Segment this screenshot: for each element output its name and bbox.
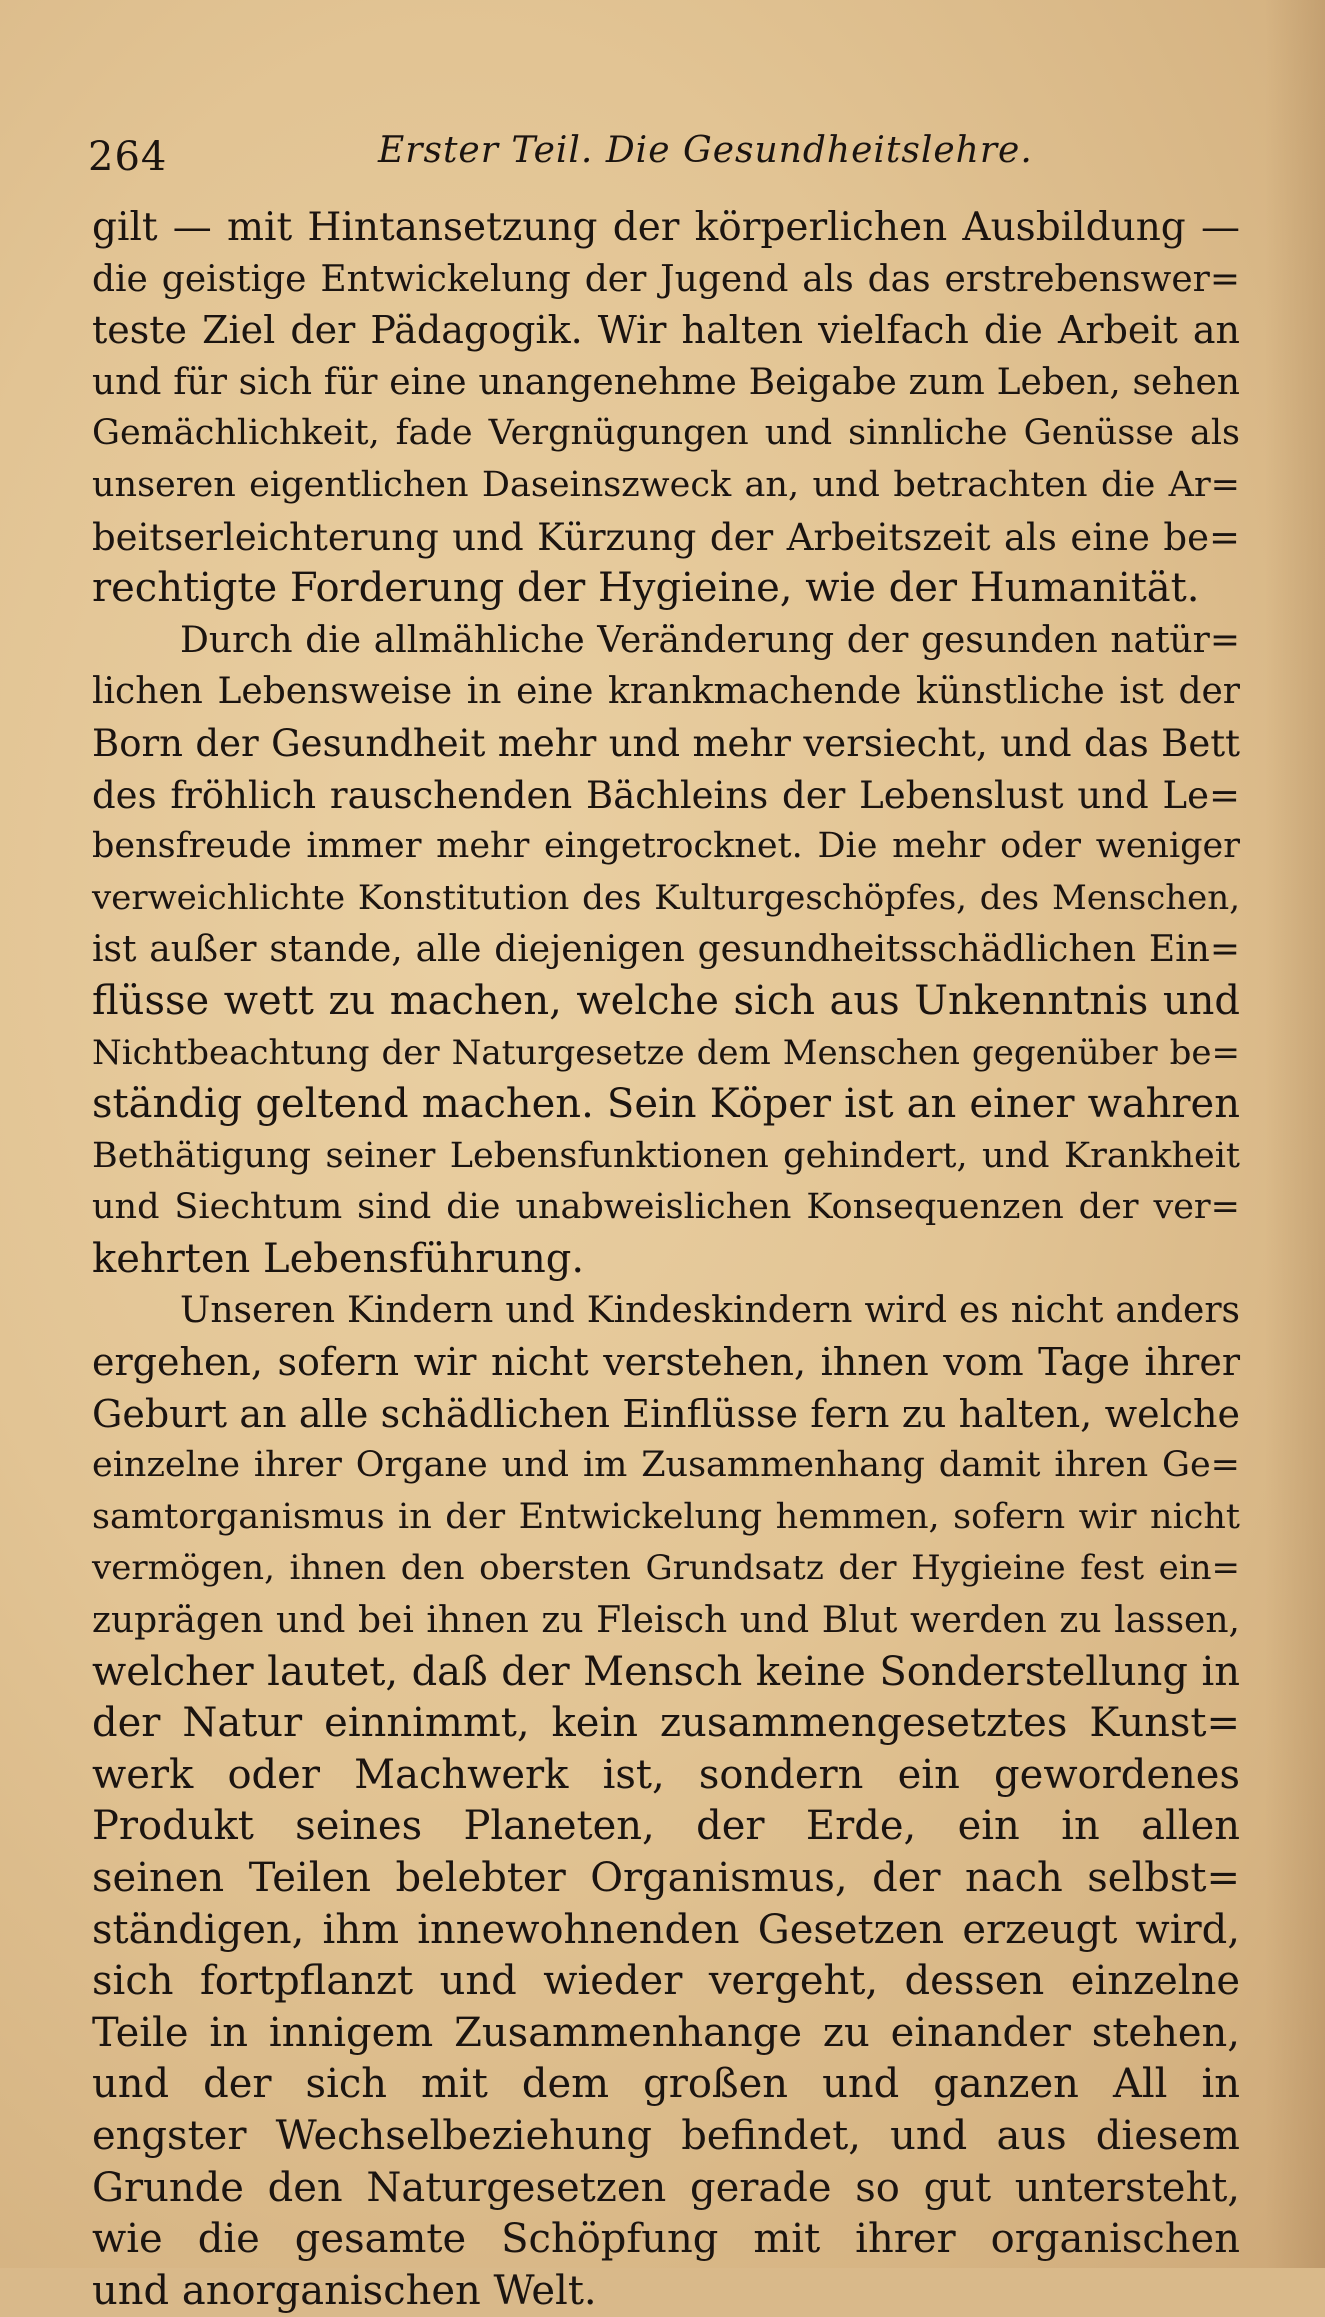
text-line: Grunde den Naturgesetzen gerade so gut untersteht, (92, 2164, 1240, 2211)
text-line: die geistige Entwickelung der Jugend als das erstrebenswer= (92, 258, 1240, 300)
running-head: Erster Teil. Die Gesundheitslehre. (378, 130, 1033, 171)
text-line: vermögen, ihnen den obersten Grundsatz der Hygieine fest ein= (92, 1548, 1240, 1589)
text-line: und für sich für eine unangenehme Beigabe zum Leben, sehen (92, 361, 1240, 403)
text-line: zuprägen und bei ihnen zu Fleisch und Blut werden zu lassen, (92, 1600, 1240, 1642)
text-line: Produkt seines Planeten, der Erde, ein in allen (92, 1803, 1240, 1850)
text-line: und der sich mit dem großen und ganzen All in (92, 2061, 1240, 2108)
text-line: samtorganismus in der Entwickelung hemmen, sofern wir nicht (92, 1496, 1240, 1537)
text-line: flüsse wett zu machen, welche sich aus Unkenntnis und (92, 977, 1240, 1024)
text-line: kehrten Lebensführung. (92, 1235, 585, 1282)
text-line: engster Wechselbeziehung befindet, und aus diesem (92, 2112, 1240, 2159)
text-line: verweichlichte Konstitution des Kulturgeschöpfes, des Menschen, (92, 877, 1240, 918)
text-line: teste Ziel der Pädagogik. Wir halten vielfach die Arbeit an (92, 308, 1240, 353)
text-line: werk oder Machwerk ist, sondern ein gewordenes (92, 1751, 1240, 1798)
text-line: ständigen, ihm innewohnenden Gesetzen erzeugt wird, (92, 1906, 1240, 1953)
text-line: Teile in innigem Zusammenhange zu einander stehen, (92, 2009, 1240, 2056)
text-line: und Siechtum sind die unabweislichen Konsequenzen der ver= (92, 1187, 1240, 1228)
text-line: ergehen, sofern wir nicht verstehen, ihnen vom Tage ihrer (92, 1340, 1240, 1385)
text-line: ist außer stande, alle diejenigen gesundheitsschädlichen Ein= (92, 929, 1240, 971)
text-line: Gemächlichkeit, fade Vergnügungen und sinnliche Genüsse als (92, 413, 1240, 454)
text-line: Nichtbeachtung der Naturgesetze dem Menschen gegenüber be= (92, 1032, 1240, 1073)
text-line: ständig geltend machen. Sein Köper ist an einer wahren (92, 1081, 1240, 1128)
text-line: Durch die allmähliche Veränderung der gesunden natür= (180, 619, 1240, 661)
page-number: 264 (88, 134, 168, 180)
text-line: Bethätigung seiner Lebensfunktionen gehindert, und Krankheit (92, 1135, 1240, 1176)
page-edge-shadow (1265, 0, 1325, 2268)
text-line: Geburt an alle schädlichen Einflüsse fern zu halten, welche (92, 1391, 1240, 1436)
text-line: beitserleichterung und Kürzung der Arbeitszeit als eine be= (92, 515, 1240, 559)
text-line: des fröhlich rauschenden Bächleins der Lebenslust und Le= (92, 773, 1240, 817)
body-text (92, 202, 1240, 2317)
text-line: unseren eigentlichen Daseinszweck an, und betrachten die Ar= (92, 464, 1240, 505)
text-line: Born der Gesundheit mehr und mehr versiecht, und das Bett (92, 721, 1240, 765)
text-line: Unseren Kindern und Kindeskindern wird es nicht anders (180, 1290, 1240, 1332)
text-line: lichen Lebensweise in eine krankmachende künstliche ist der (92, 671, 1240, 713)
text-line: einzelne ihrer Organe und im Zusammenhang damit ihren Ge= (92, 1445, 1240, 1486)
page-header (88, 128, 1238, 188)
text-line: sich fortpflanzt und wieder vergeht, dessen einzelne (92, 1958, 1240, 2005)
text-line: bensfreude immer mehr eingetrocknet. Die mehr oder weniger (92, 826, 1240, 867)
text-line: welcher lautet, daß der Mensch keine Sonderstellung in (92, 1648, 1240, 1695)
text-line: und anorganischen Welt. (92, 2267, 597, 2314)
text-line: wie die gesamte Schöpfung mit ihrer organischen (92, 2216, 1240, 2263)
text-line: gilt — mit Hintansetzung der körperlichen Ausbildung — (92, 205, 1240, 250)
text-line: seinen Teilen belebter Organismus, der nach selbst= (92, 1855, 1240, 1901)
text-line: der Natur einnimmt, kein zusammengesetztes Kunst= (92, 1700, 1240, 1747)
text-line: rechtigte Forderung der Hygieine, wie der Humanität. (92, 565, 1200, 612)
